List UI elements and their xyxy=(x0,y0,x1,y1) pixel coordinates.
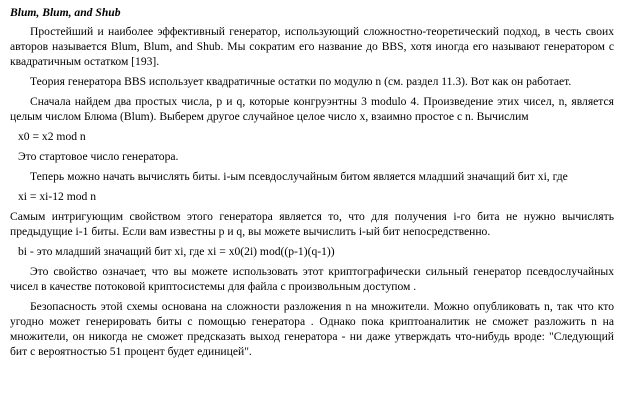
paragraph-intro: Простейший и наиболее эффективный генератор, использующий сложностно-теоретический подход, в честь своих авторов называется Blum, Blum, and Shub. Мы сократим его название до BBS, хотя иногда его называют генератором с квадратичным остатком [193]. xyxy=(10,25,614,68)
formula-direct-bit: bi - это младший значащий бит xi, где xi = x0(2i) mod((p-1)(q-1)) xyxy=(18,245,335,258)
paragraph-theory: Теория генератора BBS использует квадратичные остатки по модулю n (см. раздел 11.3). Вот как он работает. xyxy=(30,75,572,88)
paragraph-seed-note: Это стартовое число генератора. xyxy=(18,150,179,163)
paragraph-setup: Сначала найдем два простых числа, p и q, которые конгруэнтны 3 modulo 4. Произведение этих чисел, n, является целым числом Блюма (Blum). Выберем другое случайное целое число x, взаимно простое с n. Вычислим xyxy=(10,95,614,123)
formula-recurrence: xi = xi-12 mod n xyxy=(18,190,97,203)
paragraph-security: Безопасность этой схемы основана на сложности разложения n на множители. Можно опубликовать n, так что кто угодно может генерировать биты с помощью генератора . Однако пока криптоаналитик не сможет разложить n на множители, он никогда не сможет предсказать выход генератора - ни даже утверждать что-нибудь вроде: "Следующий бит с вероятностью 51 процент будет единицей". xyxy=(10,300,614,358)
paragraph-property: Самым интригующим свойством этого генератора является то, что для получения i-го бита не нужно вычислять предыдущие i-1 биты. Если вам известны p и q, вы можете вычислить i-ый бит непосредственно. xyxy=(10,210,614,238)
paragraph-bits: Теперь можно начать вычислять биты. i-ым псевдослучайным битом является младший значащий бит xi, где xyxy=(30,170,568,183)
paragraph-stream-cipher: Это свойство означает, что вы можете использовать этот криптографически сильный генератор псевдослучайных чисел в качестве потоковой криптосистемы для файла с произвольным доступом . xyxy=(10,265,614,293)
formula-seed: x0 = x2 mod n xyxy=(18,130,86,143)
section-heading: Blum, Blum, and Shub xyxy=(10,6,121,19)
